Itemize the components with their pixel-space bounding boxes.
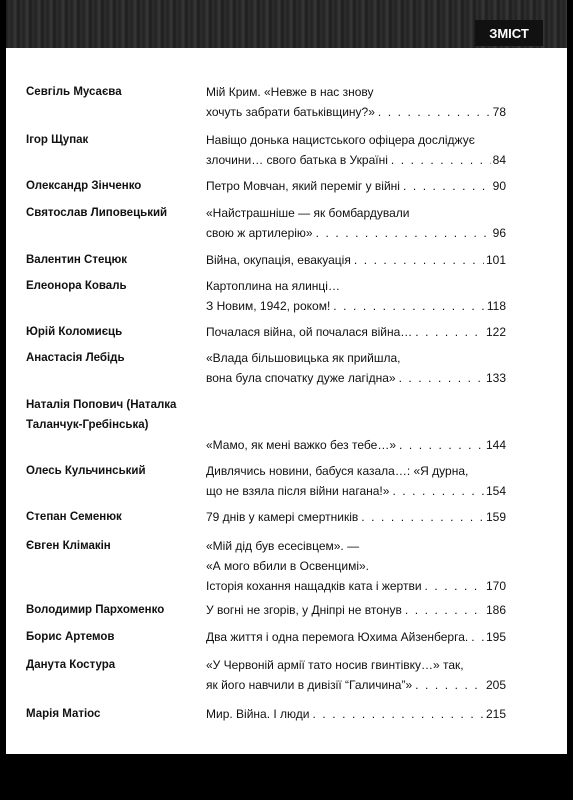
leader-dots [313, 223, 491, 243]
toc-title-text: Мир. Війна. І люди [206, 707, 310, 721]
toc-author: Олександр Зінченко [26, 180, 142, 192]
toc-title-text: З Новим, 1942, роком! [206, 299, 331, 313]
toc-title [206, 130, 506, 170]
toc-title-text: Петро Мовчан, який переміг у війні [206, 179, 400, 193]
leader-dots [310, 704, 484, 724]
toc-author: Святослав Липовецький [26, 207, 168, 219]
toc-title-text: «У Червоній армії тато носив гвинтівку…» так, [206, 658, 464, 672]
toc-title [206, 536, 506, 596]
toc-title [206, 250, 506, 270]
toc-title-text: що не взяла після війни нагана!» [206, 484, 390, 498]
toc-title-line [206, 655, 506, 675]
toc-title [206, 627, 506, 647]
toc-page-number: 144 [485, 438, 506, 452]
toc-title [206, 203, 506, 243]
toc-title-text: Дивлячись новини, бабуся казала…: «Я дурна, [206, 464, 469, 478]
leader-dots [468, 627, 484, 647]
toc-title-text: Мій Крим. «Невже в нас знову [206, 85, 374, 99]
toc-title-line [206, 322, 506, 342]
toc-title-text: вона була спочатку дуже лагідна» [206, 371, 396, 385]
toc-title [206, 348, 506, 388]
toc-author: Євген Клімакін [26, 540, 111, 552]
toc-title-text: «Мамо, як мені важко без тебе…» [206, 438, 397, 452]
toc-title-text: як його навчили в дивізії “Галичина”» [206, 678, 413, 692]
toc-title [206, 322, 506, 342]
toc-title-line [206, 130, 506, 150]
toc-page-number: 96 [492, 226, 506, 240]
toc-page-number: 118 [486, 299, 506, 313]
toc-title-line [206, 150, 506, 170]
toc-title-line [206, 276, 506, 296]
toc-title-text: «Мій дід був есесівцем». — [206, 539, 360, 553]
leader-dots [412, 322, 484, 342]
toc-title-line [206, 481, 506, 501]
toc-title-line [206, 296, 506, 316]
toc-author: Елеонора Коваль [26, 280, 127, 292]
leader-dots [396, 435, 484, 455]
toc-author: Анастасія Лебідь [26, 352, 125, 364]
toc-title-line [206, 435, 506, 455]
leader-dots [400, 176, 491, 196]
toc-title-line [206, 203, 506, 223]
toc-title-line [206, 176, 506, 196]
toc-author: Марія Матіос [26, 708, 101, 720]
leader-dots [375, 102, 491, 122]
toc-title-text: злочини… свого батька в Україні [206, 153, 388, 167]
toc-author: Степан Семенюк [26, 511, 122, 523]
leader-dots [412, 675, 484, 695]
toc-title [206, 704, 506, 724]
leader-dots [388, 150, 491, 170]
toc-author: Борис Артемов [26, 631, 115, 643]
leader-dots [358, 507, 484, 527]
toc-author: Юрій Коломиєць [26, 326, 123, 338]
toc-title-line [206, 507, 506, 527]
toc-title-line [206, 627, 506, 647]
toc-title-line [206, 675, 506, 695]
toc-author: Севгіль Мусаєва [26, 86, 122, 98]
leader-dots [422, 576, 484, 596]
toc-title [206, 600, 506, 620]
toc-author: Володимир Пархоменко [26, 604, 165, 616]
toc-author: Данута Костура [26, 659, 116, 671]
toc-page-number: 133 [485, 371, 506, 385]
toc-page-number: 186 [485, 603, 506, 617]
toc-page-number: 78 [492, 105, 506, 119]
toc-title-text: У вогні не згорів, у Дніпрі не втонув [206, 603, 402, 617]
toc-title-text: хочуть забрати батьківщину?» [206, 105, 375, 119]
toc-author: Наталія Попович (Наталка Таланчук-Гребінська) [26, 399, 177, 431]
toc-title-line [206, 102, 506, 122]
toc-title-line [206, 600, 506, 620]
toc-author: Валентин Стецюк [26, 254, 128, 266]
toc-title [206, 461, 506, 501]
toc-page-number: 122 [485, 325, 506, 339]
toc-author: Олесь Кульчинський [26, 465, 146, 477]
toc-title [206, 82, 506, 122]
toc-title [206, 435, 506, 455]
toc-title-line [206, 368, 506, 388]
toc-title-line [206, 704, 506, 724]
toc-title-text: Два життя і одна перемога Юхима Айзенберга. [206, 630, 469, 644]
toc-title-line [206, 556, 506, 576]
toc-title-text: свою ж артилерію» [206, 226, 313, 240]
toc-title-text: «Влада більшовицька як прийшла, [206, 351, 401, 365]
header-band [6, 0, 567, 48]
toc-title-line [206, 576, 506, 596]
leader-dots [402, 600, 484, 620]
toc-title [206, 276, 506, 316]
toc-page-number: 90 [492, 179, 506, 193]
toc-page-number: 195 [485, 630, 506, 644]
toc-title-line [206, 223, 506, 243]
toc-page-number: 84 [492, 153, 506, 167]
toc-title-line [206, 82, 506, 102]
toc-title-text: 79 днів у камері смертників [206, 510, 359, 524]
page [6, 0, 567, 754]
leader-dots [396, 368, 484, 388]
toc-page-number: 205 [485, 678, 506, 692]
leader-dots [389, 481, 484, 501]
toc-title-text: «А мого вбили в Освенцимі». [206, 559, 369, 573]
toc-page-number: 170 [485, 579, 506, 593]
toc-title-line [206, 536, 506, 556]
toc-title-text: Почалася війна, ой почалася війна… [206, 325, 413, 339]
toc-title-text: Картоплина на ялинці… [206, 279, 340, 293]
toc-title [206, 507, 506, 527]
leader-dots [330, 296, 485, 316]
toc-title [206, 655, 506, 695]
toc-title-text: Історія кохання нащадків ката і жертви [206, 579, 422, 593]
toc-title-text: Війна, окупація, евакуація [206, 253, 351, 267]
leader-dots [351, 250, 484, 270]
toc-author: Ігор Щупак [26, 134, 89, 146]
toc-title [206, 176, 506, 196]
toc-title-line [206, 348, 506, 368]
toc-title-text: Навіщо донька нацистського офіцера досліджує [206, 133, 475, 147]
toc-page-number: 101 [485, 253, 506, 267]
toc-page-number: 215 [485, 707, 506, 721]
toc-title-line [206, 461, 506, 481]
section-label: ЗМІСТ [475, 20, 543, 46]
toc-page-number: 159 [485, 510, 506, 524]
toc-title-line [206, 250, 506, 270]
toc-title-text: «Найстрашніше — як бомбардували [206, 206, 410, 220]
toc-page-number: 154 [485, 484, 506, 498]
